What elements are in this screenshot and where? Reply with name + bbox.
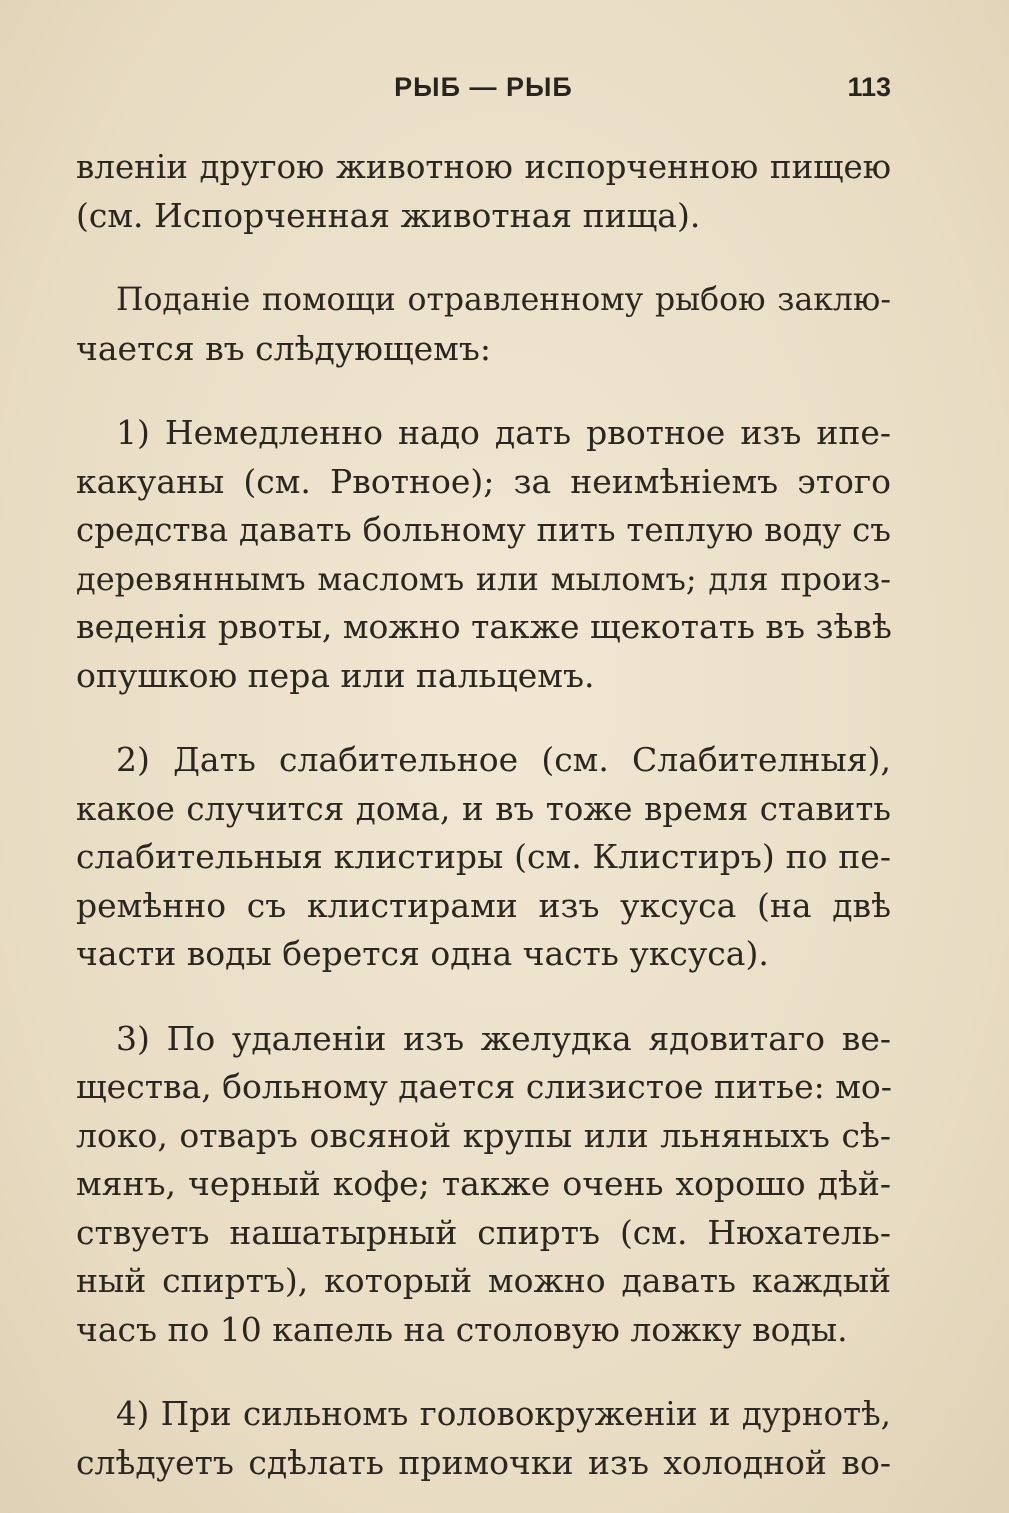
text-line: 2) Дать слабительное (см. Слабителныя), (116, 740, 891, 779)
text-line: чается въ слѣдующемъ: (76, 328, 491, 368)
text-line: слабительныя клистиры (см. Клистиръ) по пе- (76, 837, 891, 876)
text-line: Поданіе помощи отравленному рыбою заклю- (116, 282, 891, 318)
text-line: локо, отваръ овсяной крупы или льняныхъ сѣ- (76, 1115, 891, 1155)
paragraph (76, 736, 891, 979)
text-line: ный спиртъ), который можно давать каждый (76, 1261, 891, 1300)
text-line: часъ по 10 капель на столовую ложку воды. (76, 1309, 848, 1349)
text-line: части воды берется одна часть уксуса). (76, 934, 769, 973)
text-line: (см. Испорченная животная пища). (76, 195, 701, 235)
text-line: какое случится дома, и въ тоже время ставить (76, 789, 891, 828)
page-header (76, 72, 891, 116)
text-line: 1) Немедленно надо дать рвотное изъ ипе- (116, 413, 891, 452)
paragraph (76, 1390, 891, 1487)
text-line: щества, больному дается слизистое питье: мо- (76, 1067, 892, 1106)
text-line: 4) При сильномъ головокруженіи и дурнотѣ, (116, 1395, 891, 1433)
paragraph (76, 409, 891, 700)
text-line: какуаны (см. Рвотное); за неимѣніемъ этого (76, 461, 891, 501)
paragraph (76, 276, 891, 373)
text-line: деревяннымъ масломъ или мыломъ; для произ- (76, 559, 891, 598)
paragraph (76, 1015, 891, 1355)
text-line: ремѣнно съ клистирами изъ уксуса (на двѣ (76, 885, 891, 925)
page-number: 113 (847, 72, 891, 102)
text-line: вленіи другою животною испорченною пищею (76, 148, 891, 186)
running-head: РЫБ — РЫБ (394, 72, 573, 102)
text-line: веденія рвоты, можно также щекотать въ зѣвѣ (76, 607, 892, 646)
text-line: слѣдуетъ сдѣлать примочки изъ холодной во- (76, 1442, 891, 1482)
text-line: 3) По удаленіи изъ желудка ядовитаго ве- (116, 1018, 891, 1058)
paragraph (76, 143, 891, 240)
text-line: средства давать больному пить теплую воду съ (76, 511, 891, 549)
text-line: опушкою пера или пальцемъ. (76, 655, 595, 695)
text-line: мянъ, черный кофе; также очень хорошо дѣй- (76, 1164, 891, 1203)
text-line: ствуетъ нашатырный спиртъ (см. Нюхатель- (76, 1212, 891, 1252)
body-text (76, 143, 891, 1487)
